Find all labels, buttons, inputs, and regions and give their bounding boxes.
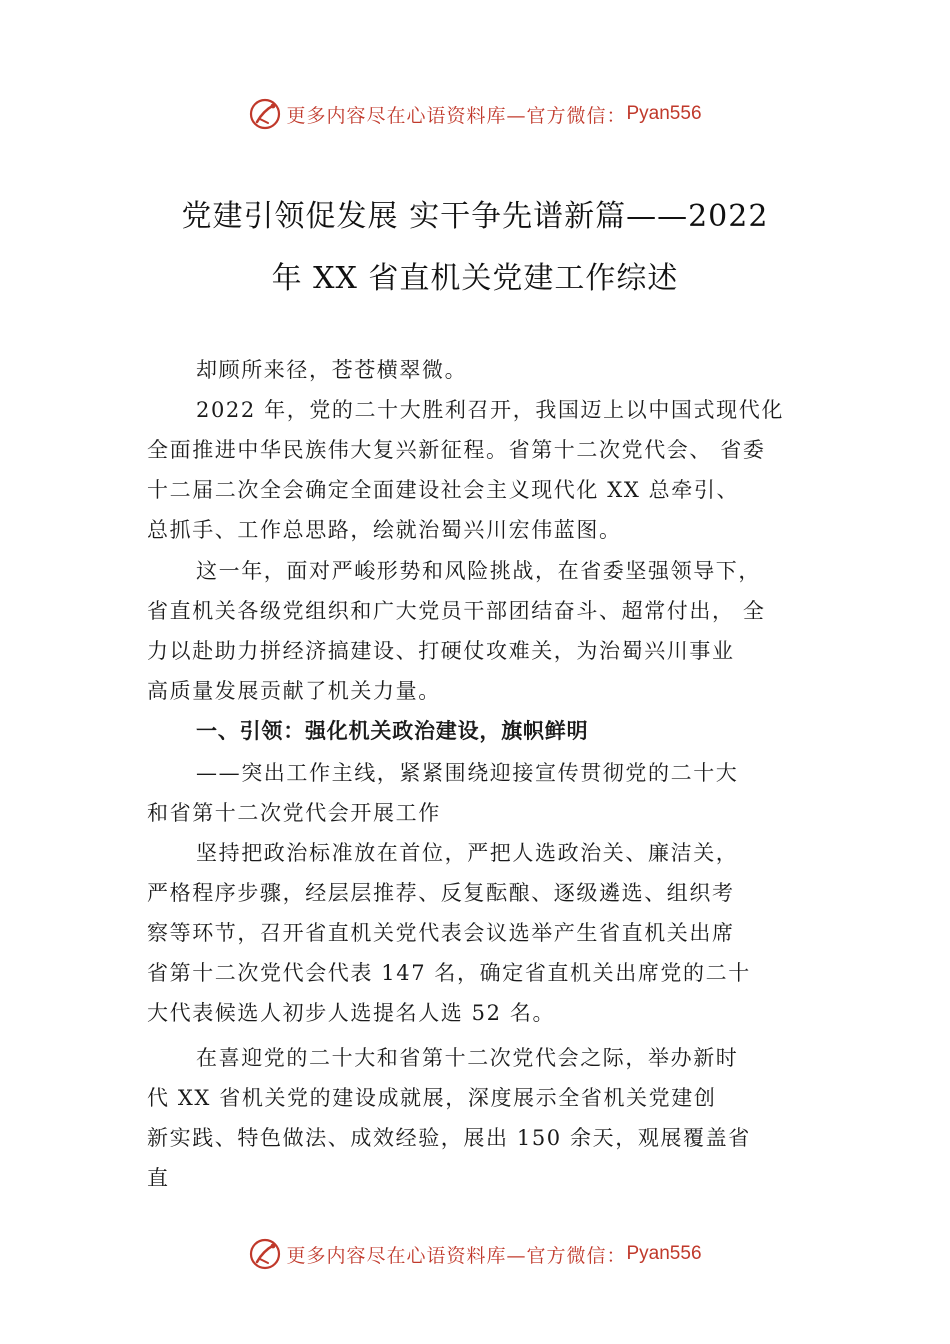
body-line: 直	[147, 1166, 170, 1190]
body-line: 省直机关各级党组织和广大党员干部团结奋斗、超常付出， 全	[147, 599, 766, 623]
body-line: 这一年，面对严峻形势和风险挑战，在省委坚强领导下，	[196, 559, 761, 583]
section-heading: 一、引领：强化机关政治建设，旗帜鲜明	[196, 719, 589, 743]
banner-text: 更多内容尽在心语资料库—官方微信：	[286, 1244, 627, 1267]
body-line: 和省第十二次党代会开展工作	[147, 801, 441, 825]
body-line: 省第十二次党代会代表 147 名，确定省直机关出席党的二十	[147, 961, 751, 985]
title-line-2: 年 XX 省直机关党建工作综述	[271, 261, 679, 296]
title-line-1: 党建引领促发展 实干争先谱新篇——2022	[181, 199, 769, 234]
header-watermark-banner	[0, 94, 950, 134]
body-line: 大代表候选人初步人选提名人选 52 名。	[147, 1001, 556, 1025]
body-line: 十二届二次全会确定全面建设社会主义现代化 XX 总牵引、	[147, 478, 740, 502]
brush-logo-icon	[248, 97, 282, 131]
body-line: 代 XX 省机关党的建设成就展，深度展示全省机关党建创	[147, 1086, 717, 1110]
body-line: 严格程序步骤，经层层推荐、反复酝酿、逐级遴选、组织考	[147, 881, 735, 905]
body-line: 2022 年，党的二十大胜利召开，我国迈上以中国式现代化	[196, 398, 784, 422]
brush-logo-icon	[248, 1237, 282, 1271]
body-line: 力以赴助力拼经济搞建设、打硬仗攻难关，为治蜀兴川事业	[147, 639, 735, 663]
body-line: 高质量发展贡献了机关力量。	[147, 679, 441, 703]
body-line: 察等环节，召开省直机关党代表会议选举产生省直机关出席	[147, 921, 735, 945]
banner-wechat-id: Pyan556	[626, 1243, 702, 1264]
body-line: ——突出工作主线，紧紧围绕迎接宣传贯彻党的二十大	[196, 761, 739, 785]
body-line: 总抓手、工作总思路，绘就治蜀兴川宏伟蓝图。	[147, 518, 622, 542]
document-title	[120, 186, 830, 310]
banner-wechat-id: Pyan556	[626, 103, 702, 124]
body-line: 新实践、特色做法、成效经验，展出 150 余天，观展覆盖省	[147, 1126, 751, 1150]
footer-watermark-banner	[0, 1234, 950, 1274]
body-line: 在喜迎党的二十大和省第十二次党代会之际，举办新时	[196, 1046, 739, 1070]
banner-text: 更多内容尽在心语资料库—官方微信：	[286, 104, 627, 127]
body-line: 却顾所来径，苍苍横翠微。	[196, 358, 468, 382]
body-line: 全面推进中华民族伟大复兴新征程。省第十二次党代会、 省委	[147, 438, 766, 462]
body-line: 坚持把政治标准放在首位，严把人选政治关、廉洁关，	[196, 841, 739, 865]
